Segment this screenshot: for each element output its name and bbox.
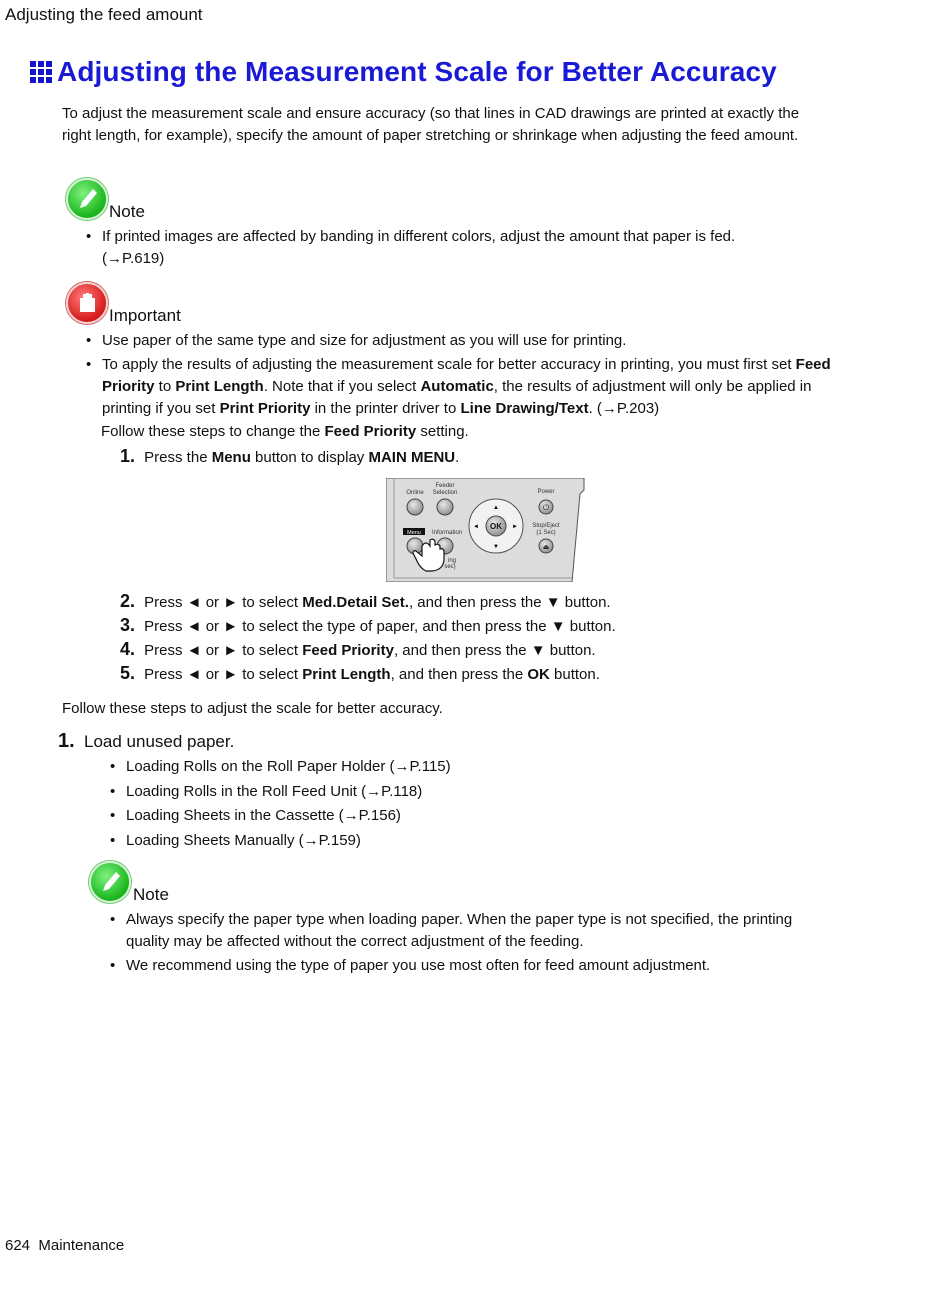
section-title	[30, 56, 777, 88]
follow-steps-text: Follow these steps to change the Feed Priority setting.	[101, 423, 469, 440]
step-load-paper: 1. Load unused paper.	[58, 730, 235, 752]
note-pencil-icon	[66, 178, 108, 220]
important-list	[86, 330, 836, 420]
left-arrow-icon: ◄	[473, 524, 479, 530]
one-sec-label: (1 Sec)	[536, 530, 556, 536]
information-label: Information	[431, 530, 463, 536]
follow-adjust-text: Follow these steps to adjust the scale for better accuracy.	[62, 700, 443, 717]
list-item: • To apply the results of adjusting the measurement scale for better accuracy in printing, you must first set Feed Priority to Print Length. Note that if you select Automatic, the results of adjustment will only be applied in printing if you set Print Priority in the printer driver to Line Drawing/Text. (→P.203)	[86, 354, 836, 420]
important-label: Important	[109, 306, 181, 325]
load-link-manual[interactable]: • Loading Sheets Manually (→P.159)	[110, 829, 610, 854]
feeder-selection-button	[437, 499, 453, 515]
note-list	[86, 226, 786, 270]
section-grid-icon	[30, 61, 52, 83]
up-arrow-icon: ▲	[493, 505, 499, 511]
ok-label: OK	[490, 522, 502, 531]
page-footer	[5, 1237, 124, 1254]
step-item: 4. Press ◄ or ► to select Feed Priority, and then press the ▼ button.	[120, 639, 596, 659]
stop-eject-label: Stop/Eject	[532, 523, 560, 529]
running-header: Adjusting the feed amount	[5, 5, 203, 24]
partial-label-2: sec)	[444, 564, 456, 570]
right-arrow-icon: ►	[512, 524, 518, 530]
power-icon: ⏻	[542, 503, 550, 512]
feeder-label: Feeder	[435, 483, 455, 489]
power-label: Power	[537, 489, 555, 495]
partial-label-1: ing	[447, 558, 457, 564]
load-links-list	[110, 755, 610, 853]
menu-label: Menu	[407, 530, 421, 536]
page-number: 624	[5, 1237, 31, 1254]
note-pencil-icon	[89, 861, 131, 903]
eject-icon: ⏏	[542, 544, 550, 551]
note-label: Note	[109, 202, 145, 221]
load-link-roll-feed[interactable]: • Loading Rolls in the Roll Feed Unit (→P.118)	[110, 780, 610, 805]
online-button	[407, 499, 423, 515]
section-name: Maintenance	[38, 1237, 125, 1254]
important-hand-icon	[66, 282, 108, 324]
intro-paragraph: To adjust the measurement scale and ensure accuracy (so that lines in CAD drawings are printed at exactly the right length, for example), specify the amount of paper stretching or shrinkage when adjusting the feed amount.	[62, 105, 800, 144]
control-panel-illustration	[386, 478, 586, 582]
step-item: 1. Press the Menu button to display MAIN MENU.	[120, 446, 460, 466]
list-item: • Use paper of the same type and size for adjustment as you will use for printing.	[86, 330, 836, 352]
step-item: 3. Press ◄ or ► to select the type of paper, and then press the ▼ button.	[120, 615, 616, 635]
load-link-cassette[interactable]: • Loading Sheets in the Cassette (→P.156)	[110, 804, 610, 829]
step-item: 5. Press ◄ or ► to select Print Length, and then press the OK button.	[120, 663, 600, 683]
selection-label: Selection	[432, 490, 458, 496]
note-list	[110, 909, 835, 977]
online-label: Online	[406, 490, 424, 496]
list-item: • We recommend using the type of paper you use most often for feed amount adjustment.	[110, 955, 835, 977]
load-link-roll-holder[interactable]: • Loading Rolls on the Roll Paper Holder (→P.115)	[110, 755, 610, 780]
list-item: • Always specify the paper type when loading paper. When the paper type is not specified, the printing quality may be affected without the correct adjustment of the feeding.	[110, 909, 835, 953]
step-item: 2. Press ◄ or ► to select Med.Detail Set., and then press the ▼ button.	[120, 591, 611, 611]
list-item: • If printed images are affected by banding in different colors, adjust the amount that paper is fed. (→P.619)	[86, 226, 786, 270]
page-title: Adjusting the Measurement Scale for Better Accuracy	[57, 56, 777, 87]
note-label: Note	[133, 885, 169, 904]
down-arrow-icon: ▼	[493, 544, 499, 550]
